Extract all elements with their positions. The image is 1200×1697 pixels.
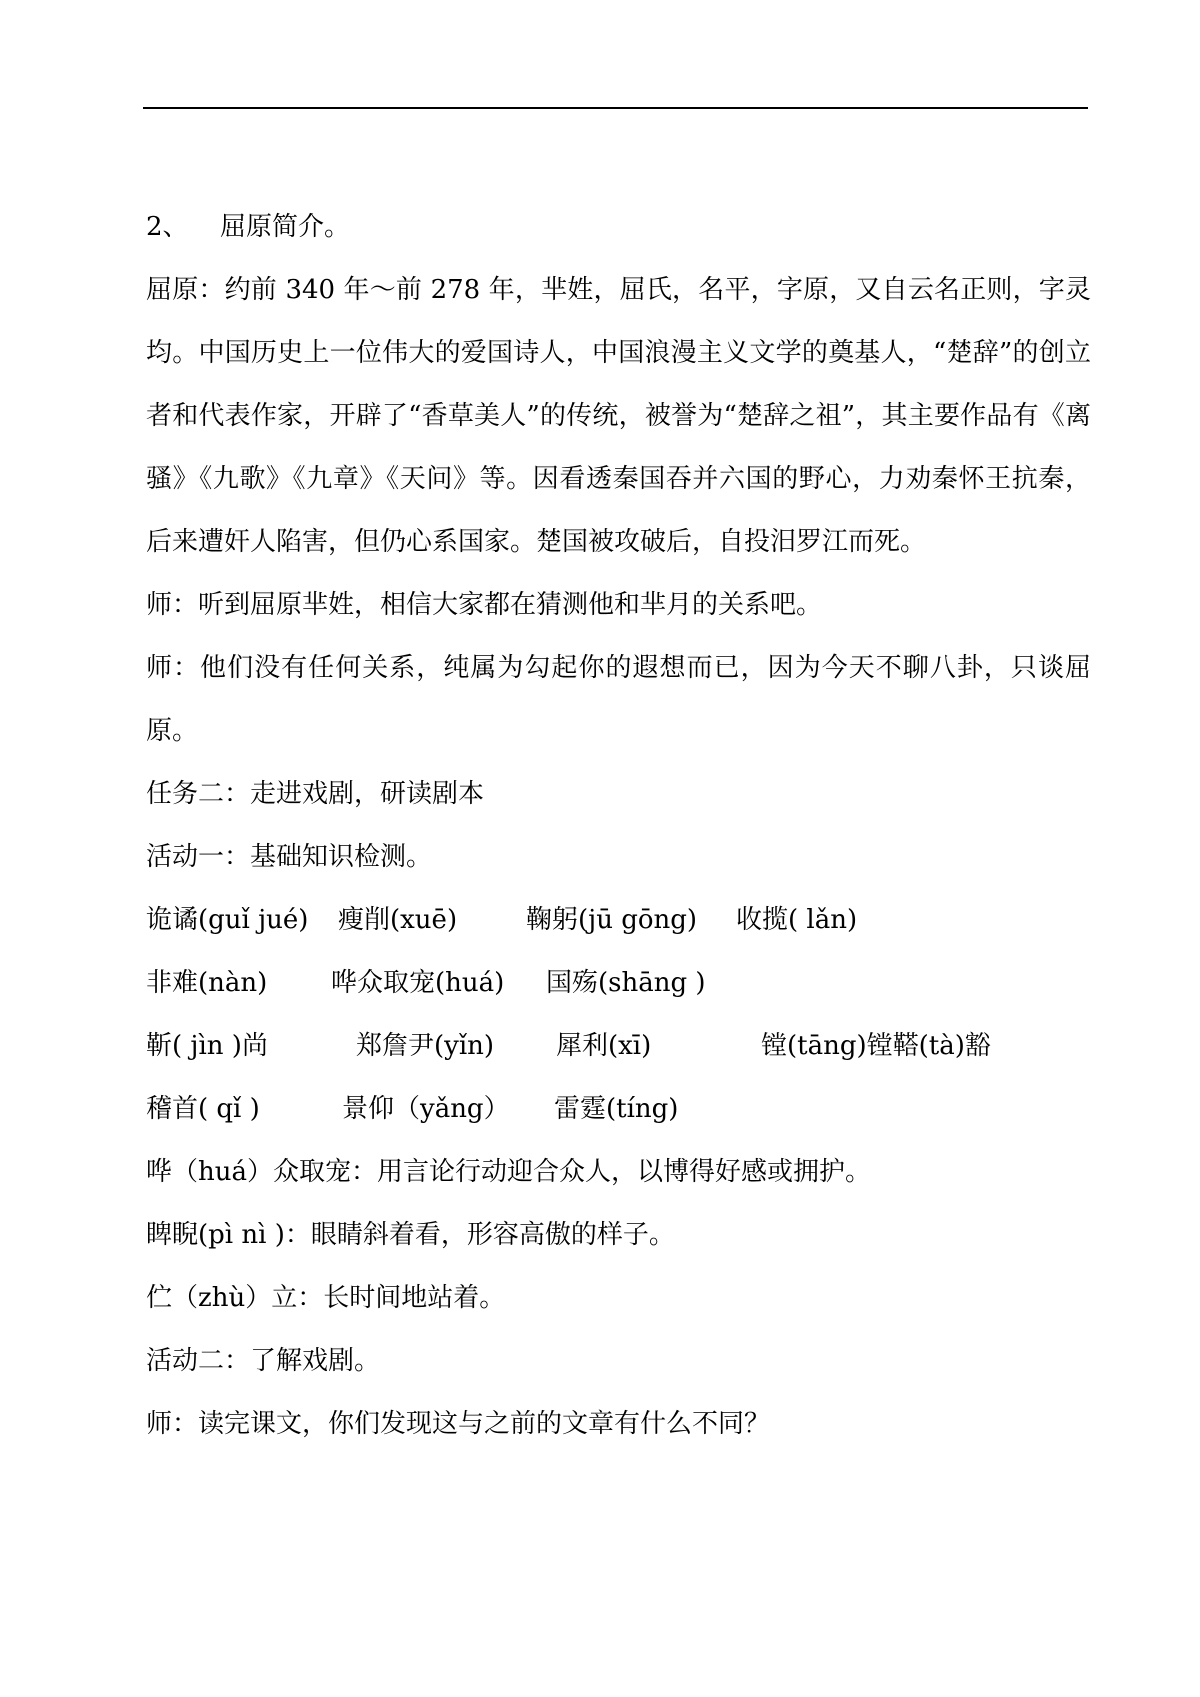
teacher-line-3: 师：读完课文，你们发现这与之前的文章有什么不同？ <box>146 1409 771 1439</box>
vocab-item: 犀利(xī) <box>556 1031 652 1061</box>
vocab-item: 稽首( qǐ ) <box>146 1094 260 1124</box>
definition-3: 伫（zhù）立：长时间地站着。 <box>146 1283 506 1313</box>
definition-1: 哗（huá）众取宠：用言论行动迎合众人，以博得好感或拥护。 <box>146 1157 871 1187</box>
header-rule <box>143 107 1088 109</box>
bio-paragraph: 屈原：约前 340 年～前 278 年，芈姓，屈氏，名平，字原，又自云名正则，字灵均。中国历史上一位伟大的爱国诗人，中国浪漫主义文学的奠基人，“楚辞”的创立者和代表作家，开辟了“香草美人”的传统，被誉为“楚辞之祖”，其主要作品有《离骚》《九歌》《九章》《天问》等。因看透秦国吞并六国的野心，力劝秦怀王抗秦，后来遭奸人陷害，但仍心系国家。楚国被攻破后，自投汨罗江而死。 <box>146 275 1091 557</box>
section-heading <box>146 196 1091 259</box>
vocab-item: 镗(tāng)镗鞳(tà)豁 <box>761 1031 991 1061</box>
section-number: 2、 <box>146 212 189 242</box>
vocab-row-4 <box>146 1078 1091 1141</box>
task-heading: 任务二：走进戏剧，研读剧本 <box>146 779 485 809</box>
document-body <box>146 196 1091 1456</box>
vocab-row-2 <box>146 952 1091 1015</box>
section-title: 屈原简介。 <box>220 212 351 242</box>
vocab-item: 瘦削(xuē) <box>338 905 458 935</box>
vocab-item: 鞠躬(jū gōng) <box>526 905 698 935</box>
activity-heading-2: 活动二：了解戏剧。 <box>146 1346 381 1376</box>
vocab-item: 郑詹尹(yǐn) <box>356 1031 495 1061</box>
vocab-item: 靳( jìn )尚 <box>146 1031 268 1061</box>
vocab-item: 哗众取宠(huá) <box>331 968 505 998</box>
teacher-line-1: 师：听到屈原芈姓，相信大家都在猜测他和芈月的关系吧。 <box>146 590 823 620</box>
vocab-item: 国殇(shāng ) <box>546 968 706 998</box>
definition-2: 睥睨(pì nì )：眼睛斜着看，形容高傲的样子。 <box>146 1220 675 1250</box>
teacher-line-2: 师：他们没有任何关系，纯属为勾起你的遐想而已，因为今天不聊八卦，只谈屈原。 <box>146 653 1091 746</box>
vocab-item: 雷霆(tíng) <box>554 1094 679 1124</box>
vocab-row-3 <box>146 1015 1091 1078</box>
vocab-item: 诡谲(guǐ jué) <box>146 905 309 935</box>
activity-heading-1: 活动一：基础知识检测。 <box>146 842 433 872</box>
vocab-item: 收揽( lǎn) <box>736 905 858 935</box>
vocab-row-1 <box>146 889 1091 952</box>
vocab-item: 非难(nàn) <box>146 968 268 998</box>
vocab-item: 景仰（yǎng） <box>342 1094 510 1124</box>
